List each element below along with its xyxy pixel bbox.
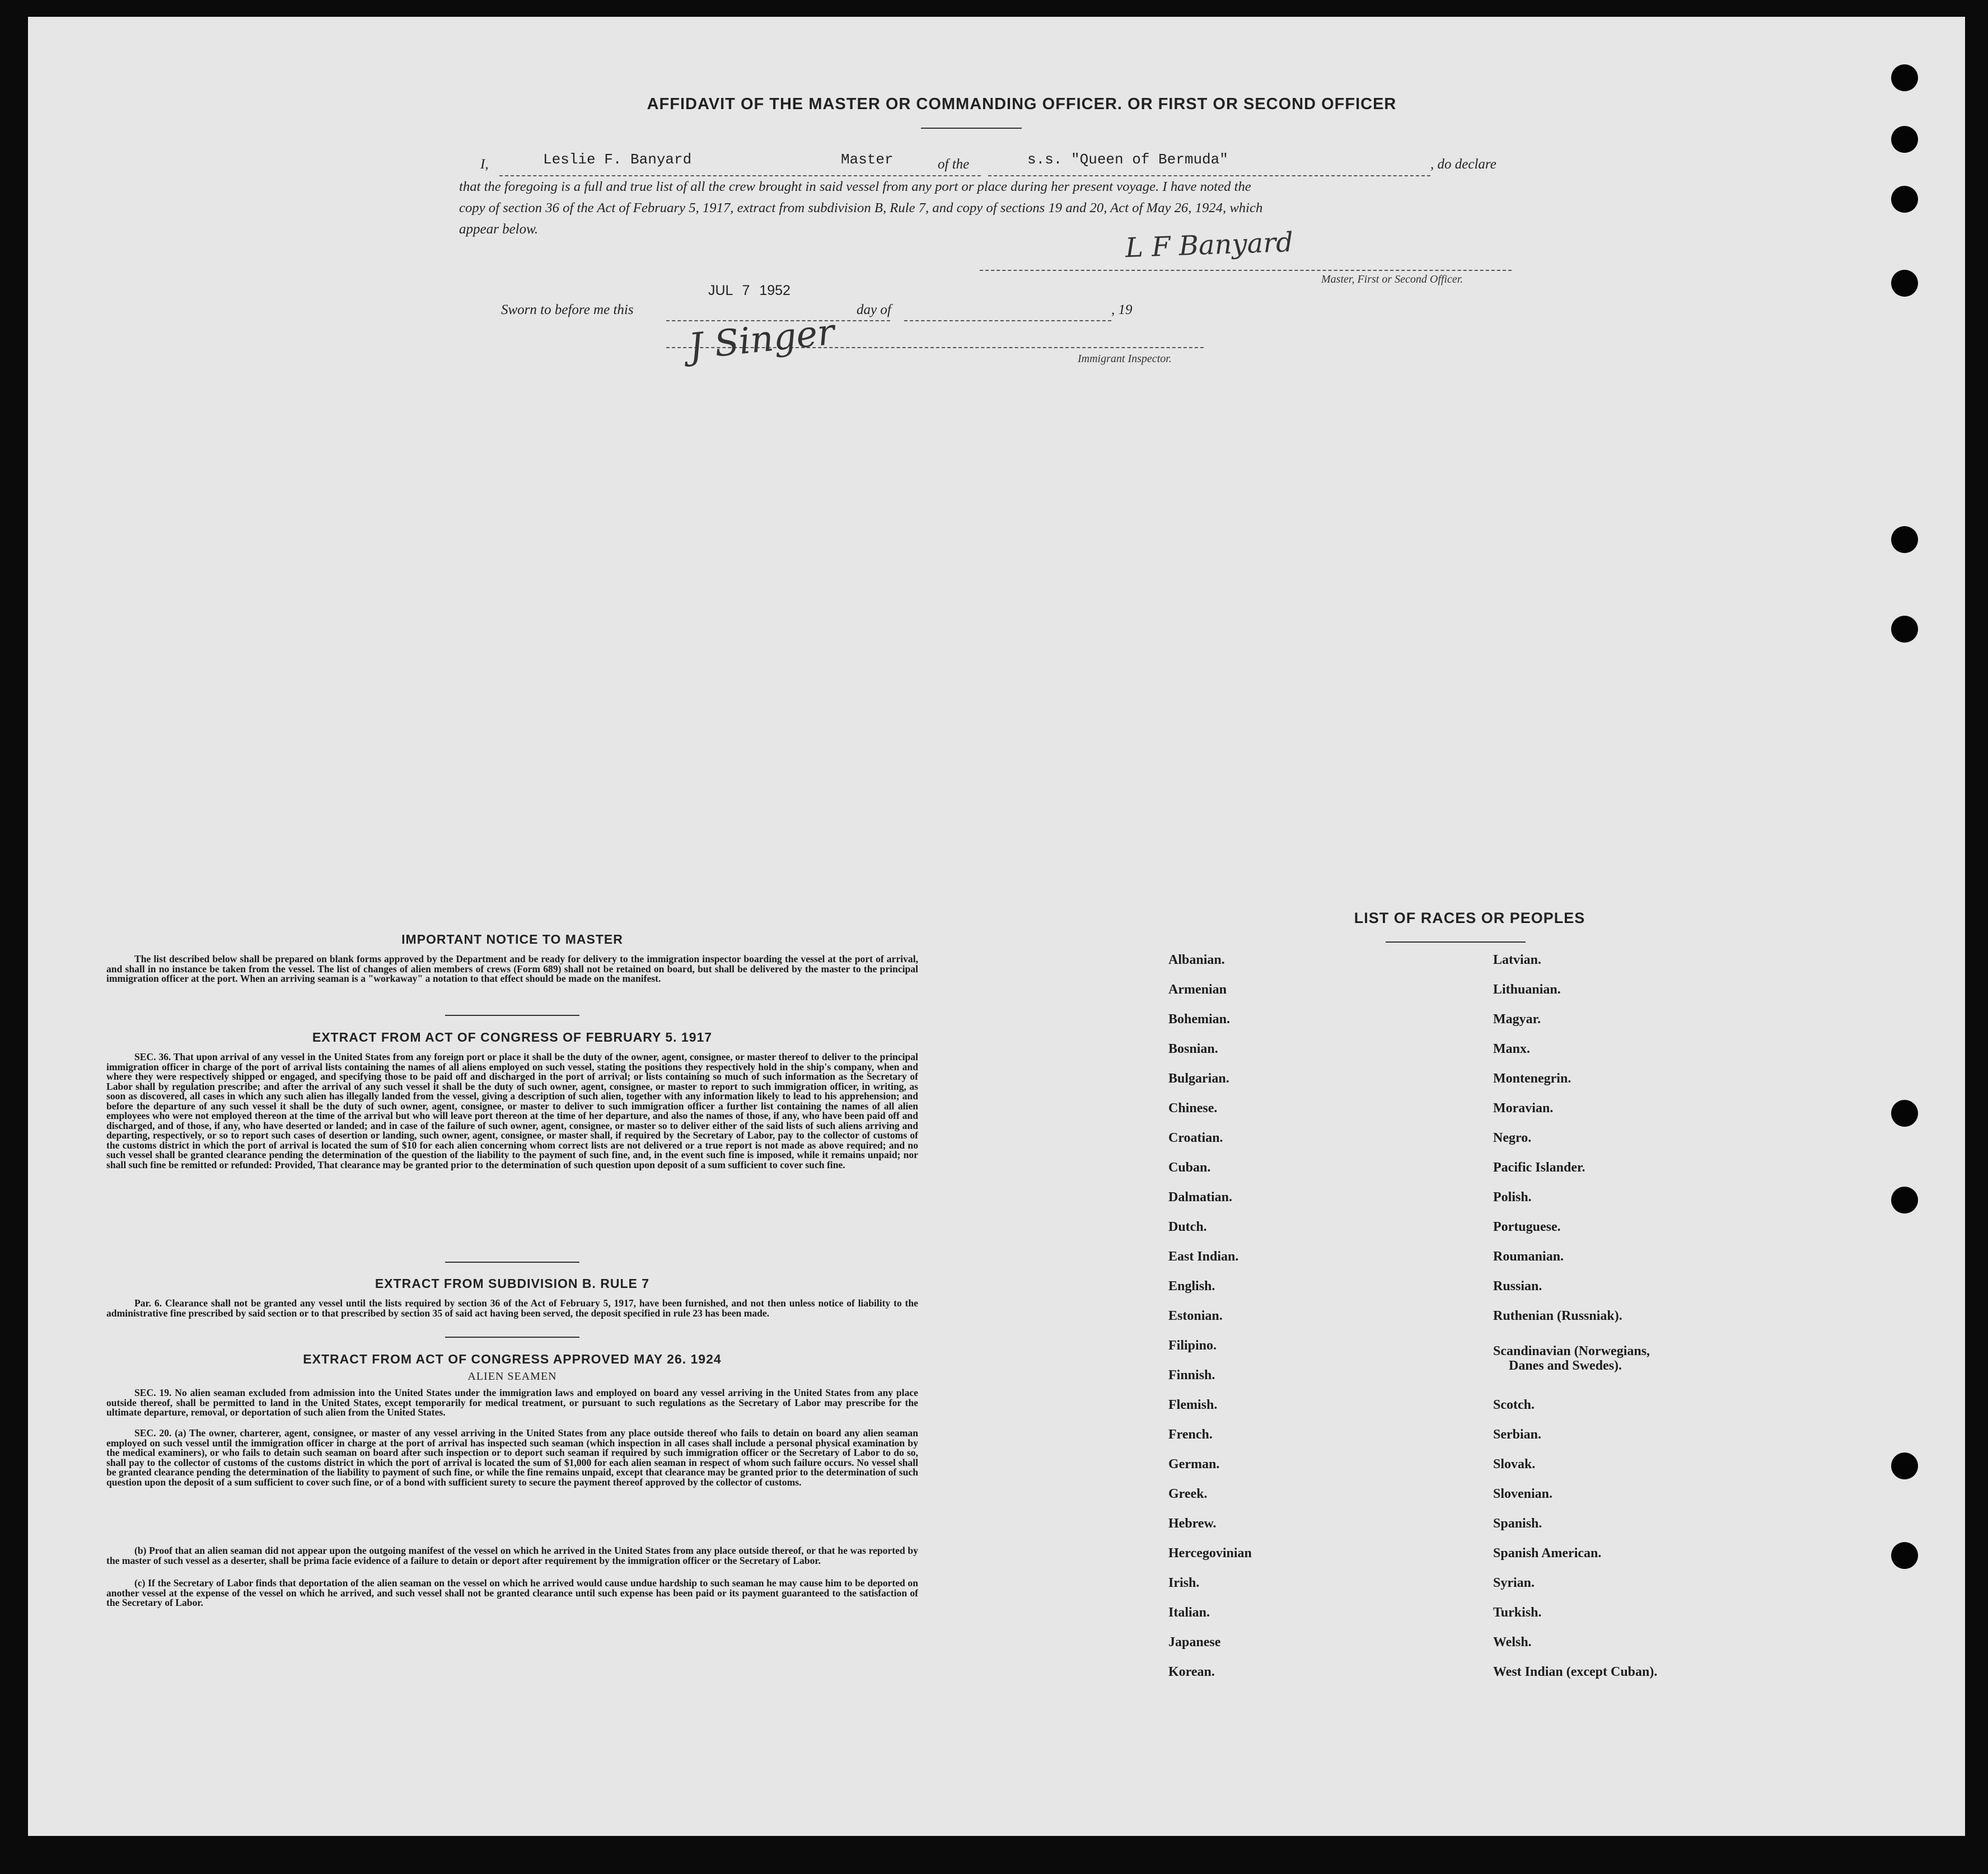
race-left: Irish. — [1168, 1576, 1200, 1590]
punch-hole — [1891, 526, 1918, 553]
race-right: Roumanian. — [1493, 1249, 1564, 1264]
race-left: Filipino. — [1168, 1338, 1217, 1353]
notice-heading: IMPORTANT NOTICE TO MASTER — [401, 932, 623, 947]
race-left: Flemish. — [1168, 1398, 1218, 1412]
races-heading: LIST OF RACES OR PEOPLES — [1354, 910, 1585, 926]
race-left: Bosnian. — [1168, 1042, 1218, 1056]
document-page — [28, 17, 1965, 1836]
sec20b-text: (b) Proof that an alien seaman did not appear upon the outgoing manifest of the vessel on which he arrived in the United States from any place outside thereof, or that he was reported by the master of such vessel as a deserter, shall be prima facie evidence of a failure to detain or deport after requirement by the immigration officer or the Secretary of Labor. — [106, 1545, 918, 1566]
year-label: , 19 — [1111, 302, 1133, 317]
master-signature-line — [980, 270, 1512, 271]
punch-hole — [1891, 64, 1918, 91]
sec20c-text: (c) If the Secretary of Labor finds that deportation of the alien seaman on the vessel on which he arrived would cause undue hardship to such seaman he may cause him to be deported on another vessel at the expense of the vessel on which he arrived, and such vessel shall not be granted clearance until such expense has been paid or its payment guaranteed to the satisfaction of the Secretary of Labor. — [106, 1577, 918, 1608]
alien-seamen-subheading: ALIEN SEAMEN — [467, 1370, 557, 1383]
race-right: Manx. — [1493, 1042, 1530, 1056]
race-right: Russian. — [1493, 1279, 1542, 1294]
notice-text: The list described below shall be prepared on blank forms approved by the Department and be ready for delivery to the immigration inspector boarding the vessel at the port of arrival, and shall in no instance be taken from the vessel. The list of changes of alien members of crews (Form 689) shall not be retained on board, but shall be delivered by the master to the principal immigration officer at the port. When an arriving seaman is a "workaway" a notation to that effect should be made on the manifest. — [106, 953, 918, 984]
race-left: Bulgarian. — [1168, 1071, 1229, 1086]
race-right: West Indian (except Cuban). — [1493, 1665, 1658, 1679]
rank: Master — [841, 151, 894, 168]
race-left: Hebrew. — [1168, 1516, 1217, 1531]
race-right: Spanish American. — [1493, 1546, 1602, 1561]
title-underline — [921, 128, 1022, 129]
race-right: Syrian. — [1493, 1576, 1535, 1590]
section-divider — [445, 1262, 579, 1263]
race-left: Albanian. — [1168, 953, 1225, 967]
race-right: Negro. — [1493, 1131, 1532, 1145]
race-right: Scotch. — [1493, 1398, 1535, 1412]
race-right: Danes and Swedes). — [1509, 1358, 1622, 1373]
race-left: Korean. — [1168, 1665, 1215, 1679]
race-left: English. — [1168, 1279, 1215, 1294]
punch-hole — [1891, 270, 1918, 297]
sec19-text: SEC. 19. No alien seaman excluded from admission into the United States under the immigration laws and employed on board any vessel arriving in the United States from any place outside thereof, shall be permitted to land in the United States, except temporarily for medical treatment, or pursuant to such regulations as the Secretary of Labor may prescribe for the ultimate departure, removal, or deportation of such alien from the United States. — [106, 1387, 918, 1418]
race-right: Slovak. — [1493, 1457, 1536, 1472]
races-underline — [1386, 941, 1526, 943]
section-divider — [445, 1015, 579, 1016]
race-left: Croatian. — [1168, 1131, 1223, 1145]
race-right: Moravian. — [1493, 1101, 1554, 1116]
race-right: Serbian. — [1493, 1427, 1542, 1442]
extract-rule7-text: Par. 6. Clearance shall not be granted any vessel until the lists required by section 36 of the Act of February 5, 1917, have been furnished, and not then unless notice of liability to the administrative fine prescribed by said section or to that prescribed by section 35 of said act having been served, the deposit specified in rule 23 has been made. — [106, 1297, 918, 1319]
race-left: German. — [1168, 1457, 1220, 1472]
extract-rule7-heading: EXTRACT FROM SUBDIVISION B. RULE 7 — [375, 1276, 650, 1291]
extract-1917-heading: EXTRACT FROM ACT OF CONGRESS OF FEBRUARY 5. 1917 — [312, 1030, 713, 1044]
punch-hole — [1891, 1542, 1918, 1569]
vessel-name: s.s. "Queen of Bermuda" — [1027, 151, 1228, 168]
race-left: Chinese. — [1168, 1101, 1218, 1116]
race-right: Slovenian. — [1493, 1487, 1553, 1501]
inspector-signature: J Singer — [686, 311, 837, 368]
punch-hole — [1891, 1453, 1918, 1479]
race-right: Lithuanian. — [1493, 982, 1561, 997]
race-right: Latvian. — [1493, 953, 1542, 967]
affidavit-line-4: appear below. — [459, 222, 539, 237]
race-right: Turkish. — [1493, 1605, 1542, 1620]
i-label: I, — [480, 157, 489, 172]
race-left: Italian. — [1168, 1605, 1210, 1620]
do-declare-label: , do declare — [1430, 157, 1496, 172]
race-left: Finnish. — [1168, 1368, 1215, 1383]
race-left: Hercegovinian — [1168, 1546, 1252, 1561]
race-right: Pacific Islander. — [1493, 1160, 1585, 1175]
affidavit-line-3: copy of section 36 of the Act of February 5, 1917, extract from subdivision B, Rule 7, and copy of sections 19 and 20, Act of May 26, 1924, which — [459, 200, 1263, 215]
sec20a-text: SEC. 20. (a) The owner, charterer, agent, consignee, or master of any vessel arriving in the United States from any place outside thereof who fails to detain on board any alien seaman employed on such vessel until the immigration officer in charge at the port of arrival has inspected such seaman (which inspection in all cases shall include a personal physical examination by the medical examiners), or who fails to detain such seaman on board after such inspection or to deport such seaman if required by such immigration officer or the Secretary of Labor to do so, shall pay to the collector of customs of the customs district in which the port of arrival is located the sum of $1,000 for each alien seaman in respect of whom such failure occurs. No vessel shall be granted clearance pending the determination of the liability to payment of such fine, or while the fine remains unpaid, except that clearance may be granted prior to the determination of such question upon the deposit of a sum sufficient to cover such fine, or of a bond with sufficient surety to secure the payment thereof approved by the collector of customs. — [106, 1427, 918, 1488]
race-left: Cuban. — [1168, 1160, 1211, 1175]
day-of-label: day of — [857, 302, 891, 317]
race-left: Armenian — [1168, 982, 1227, 997]
sworn-label: Sworn to before me this — [501, 302, 634, 317]
extract-1924-heading: EXTRACT FROM ACT OF CONGRESS APPROVED MAY 26. 1924 — [303, 1352, 722, 1366]
race-right: Magyar. — [1493, 1012, 1541, 1027]
inspector-caption: Immigrant Inspector. — [1078, 353, 1172, 365]
race-left: Japanese — [1168, 1635, 1221, 1650]
affidavit-line-2: that the foregoing is a full and true list of all the crew brought in said vessel from any port or place during her present voyage. I have noted the — [459, 179, 1251, 194]
race-right: Ruthenian (Russniak). — [1493, 1309, 1622, 1323]
race-left: Bohemian. — [1168, 1012, 1231, 1027]
race-right: Polish. — [1493, 1190, 1532, 1205]
race-left: Greek. — [1168, 1487, 1208, 1501]
race-left: French. — [1168, 1427, 1213, 1442]
punch-hole — [1891, 126, 1918, 153]
race-right: Montenegrin. — [1493, 1071, 1571, 1086]
master-name: Leslie F. Banyard — [543, 151, 692, 168]
master-signature: L F Banyard — [1125, 226, 1294, 264]
race-right: Spanish. — [1493, 1516, 1542, 1531]
signer-caption: Master, First or Second Officer. — [1321, 273, 1463, 285]
race-right: Scandinavian (Norwegians, — [1493, 1344, 1650, 1358]
section-divider — [445, 1337, 579, 1338]
punch-hole — [1891, 186, 1918, 213]
punch-hole — [1891, 616, 1918, 643]
race-right: Portuguese. — [1493, 1220, 1561, 1234]
date-stamp: JUL 7 1952 — [708, 283, 790, 298]
month-line — [904, 320, 1111, 321]
race-left: Estonian. — [1168, 1309, 1223, 1323]
race-left: Dutch. — [1168, 1220, 1207, 1234]
race-left: East Indian. — [1168, 1249, 1239, 1264]
race-left: Dalmatian. — [1168, 1190, 1232, 1205]
race-right: Welsh. — [1493, 1635, 1532, 1650]
extract-1917-text: SEC. 36. That upon arrival of any vessel in the United States from any foreign port or place it shall be the duty of the owner, agent, consignee, or master thereof to deliver to the principal immigration officer in charge of the port of arrival lists containing the names of all aliens employed on such vessel, stating the positions they respectively hold in the ship's company, when and where they were respectively shipped or engaged, and specifying those to be paid off and discharged in the port of arrival; or lists containing so much of such information as the Secretary of Labor shall by regulation prescribe; and after the arrival of any such vessel it shall be the duty of such owner, agent, consignee, or master to report to such immigration officer, in writing, as soon as discovered, all cases in which any such alien has illegally landed from the vessel, giving a description of such alien, together with any information likely to lead to his apprehension; and before the departure of any such vessel it shall be the duty of such owner, agent, consignee, or master to deliver to such immigration officer a further list containing the names of all alien employees who were not employed thereon at the time of the arrival but who will leave port thereon at the time of her departure, and also the names of those, if any, who have been paid off and discharged, and of those, if any, who have deserted or landed; and in case of the failure of such owner, agent, consignee, or master so to deliver either of the said lists of such aliens arriving and departing, respectively, or so to report such cases of desertion or landing, such owner, agent, consignee, or master shall, if required by the Secretary of Labor, pay to the collector of customs of the customs district in which the port of arrival is located the sum of $10 for each alien concerning whom correct lists are not delivered or a true report is not made as above required; and no such vessel shall be granted clearance pending the determination of the question of the liability to the payment of such fine, and, in the event such fine is imposed, while it remains unpaid; nor shall such fine be remitted or refunded: Provided, That clearance may be granted prior to the determination of such question upon deposit of a sum sufficient to cover such fine. — [106, 1051, 918, 1170]
of-the-label: of the — [938, 157, 970, 172]
punch-hole — [1891, 1187, 1918, 1214]
affidavit-title: AFFIDAVIT OF THE MASTER OR COMMANDING OFFICER. OR FIRST OR SECOND OFFICER — [647, 95, 1397, 113]
punch-hole — [1891, 1100, 1918, 1127]
